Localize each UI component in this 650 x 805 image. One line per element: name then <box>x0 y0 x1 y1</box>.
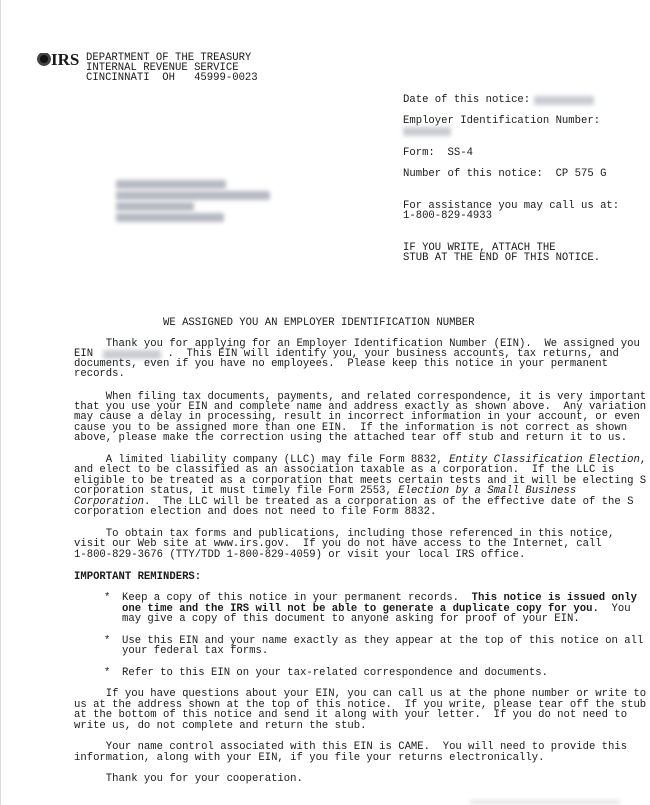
p3-line-3: eligible to be treated as a corporation that meets certain tests and it will be electing S <box>74 475 647 487</box>
p5-line-4: write us, do not complete and return the stub. <box>74 720 367 732</box>
bullet-2-line-1: Use this EIN and your name exactly as they appear at the top of this notice on all <box>122 635 644 647</box>
p3-l1-comma: , <box>639 454 647 466</box>
p3-l4-text: corporation status, it must timely file Form 2553, <box>74 485 399 497</box>
bullet-1-line-3: may give a copy of this document to anyone asking for proof of your EIN. <box>122 613 580 625</box>
p1-line-1: Thank you for applying for an Employer Identification Number (EIN). We assigned you <box>74 338 640 350</box>
agency-line-3: CINCINNATI OH 45999-0023 <box>86 72 258 84</box>
p3-line-2: and elect to be classified as an association taxable as a corporation. If the LLC is <box>74 464 615 476</box>
p2-line-3: may cause a delay in processing, result in incorrect information in your account, or even <box>74 411 640 423</box>
form-8832-title: Entity Classification Election <box>449 454 640 466</box>
bullet-1-text: Keep a copy of this notice in your permanent records. <box>122 592 472 604</box>
p6-line-2: information, along with your EIN, if you file your returns electronically. <box>74 752 545 764</box>
assistance-phone: 1-800-829-4933 <box>403 210 493 222</box>
bullet-2-line-2: your federal tax forms. <box>122 645 269 657</box>
agency-line-2: INTERNAL REVENUE SERVICE <box>86 62 239 74</box>
redacted-ein <box>403 127 451 136</box>
write-instruction-line-1: IF YOU WRITE, ATTACH THE <box>403 242 556 254</box>
bottom-edge-smudge <box>470 800 620 804</box>
p3-line-6: corporation election and does not need to file Form 8832. <box>74 506 437 518</box>
p1-ein-prefix: EIN <box>74 348 100 360</box>
p1-line-2-rest: . This EIN will identify you, your business accounts, tax returns, and <box>167 348 619 360</box>
form-2553-title-end: Corporation <box>74 496 144 508</box>
p2-line-4: cause you to be assigned more than one EIN. If the information is not correct as shown <box>74 422 628 434</box>
p4-line-2: visit our Web site at www.irs.gov. If you do not have access to the Internet, call <box>74 538 602 550</box>
p6-line-1: Your name control associated with this EIN is CAME. You will need to provide this <box>74 741 628 753</box>
bullet-3-marker: * <box>104 667 111 679</box>
p3-l1-text: A limited liability company (LLC) may file Form 8832, <box>74 454 450 466</box>
bullet-2-marker: * <box>104 635 111 647</box>
p2-line-5: above, please make the correction using the attached tear off stub and return it to us. <box>74 432 628 444</box>
notice-number-label: Number of this notice: CP 575 G <box>403 168 607 180</box>
redacted-address-line-3 <box>116 202 194 211</box>
page-edge <box>0 0 1 805</box>
p1-line-3: documents, even if you have no employees. Please keep this notice in your permanent <box>74 358 609 370</box>
bullet-1-text-cont: You <box>598 603 631 615</box>
bullet-1-bold-end: one time and the IRS will not be able to generate a duplicate copy for you. <box>122 603 599 615</box>
p5-line-1: If you have questions about your EIN, you can call us at the phone number or write to <box>74 688 647 700</box>
reminders-heading: IMPORTANT REMINDERS: <box>74 571 202 583</box>
form-label: Form: SS-4 <box>403 147 473 159</box>
assistance-line-1: For assistance you may call us at: <box>403 200 620 212</box>
p2-line-2: that you use your EIN and complete name and address exactly as shown above. Any variation <box>74 401 647 413</box>
bullet-1-marker: * <box>104 592 111 604</box>
notice-title: WE ASSIGNED YOU AN EMPLOYER IDENTIFICATION NUMBER <box>163 317 475 329</box>
irs-eagle-icon <box>37 53 51 68</box>
redacted-address-line-4 <box>116 213 224 222</box>
notice-date-label: Date of this notice: <box>403 94 531 106</box>
closing-line: Thank you for your cooperation. <box>74 773 303 785</box>
form-2553-title: Election by a Small Business <box>398 485 577 497</box>
write-instruction-line-2: STUB AT THE END OF THIS NOTICE. <box>403 252 601 264</box>
redacted-address-line-1 <box>116 180 226 189</box>
irs-logo: IRS <box>51 50 80 69</box>
redacted-date <box>534 96 594 105</box>
p4-line-3: 1-800-829-3676 (TTY/TDD 1-800-829-4059) or visit your local IRS office. <box>74 549 526 561</box>
p4-line-1: To obtain tax forms and publications, including those referenced in this notice, <box>74 528 615 540</box>
bullet-3-line-1: Refer to this EIN on your tax-related correspondence and documents. <box>122 667 548 679</box>
p3-l5-text: . The LLC will be treated as a corporation as of the effective date of the S <box>143 496 634 508</box>
ein-label: Employer Identification Number: <box>403 115 601 127</box>
agency-line-1: DEPARTMENT OF THE TREASURY <box>86 52 252 64</box>
p5-line-2: us at the address shown at the top of this notice. If you write, please tear off the stub <box>74 699 647 711</box>
p5-line-3: at the bottom of this notice and send it along with your letter. If you do not need to <box>74 709 628 721</box>
p2-line-1: When filing tax documents, payments, and related correspondence, it is very important <box>74 391 647 403</box>
redacted-address-line-2 <box>116 191 270 200</box>
bullet-1-bold-start: This notice is issued only <box>471 592 637 604</box>
p1-line-4: records. <box>74 368 125 380</box>
